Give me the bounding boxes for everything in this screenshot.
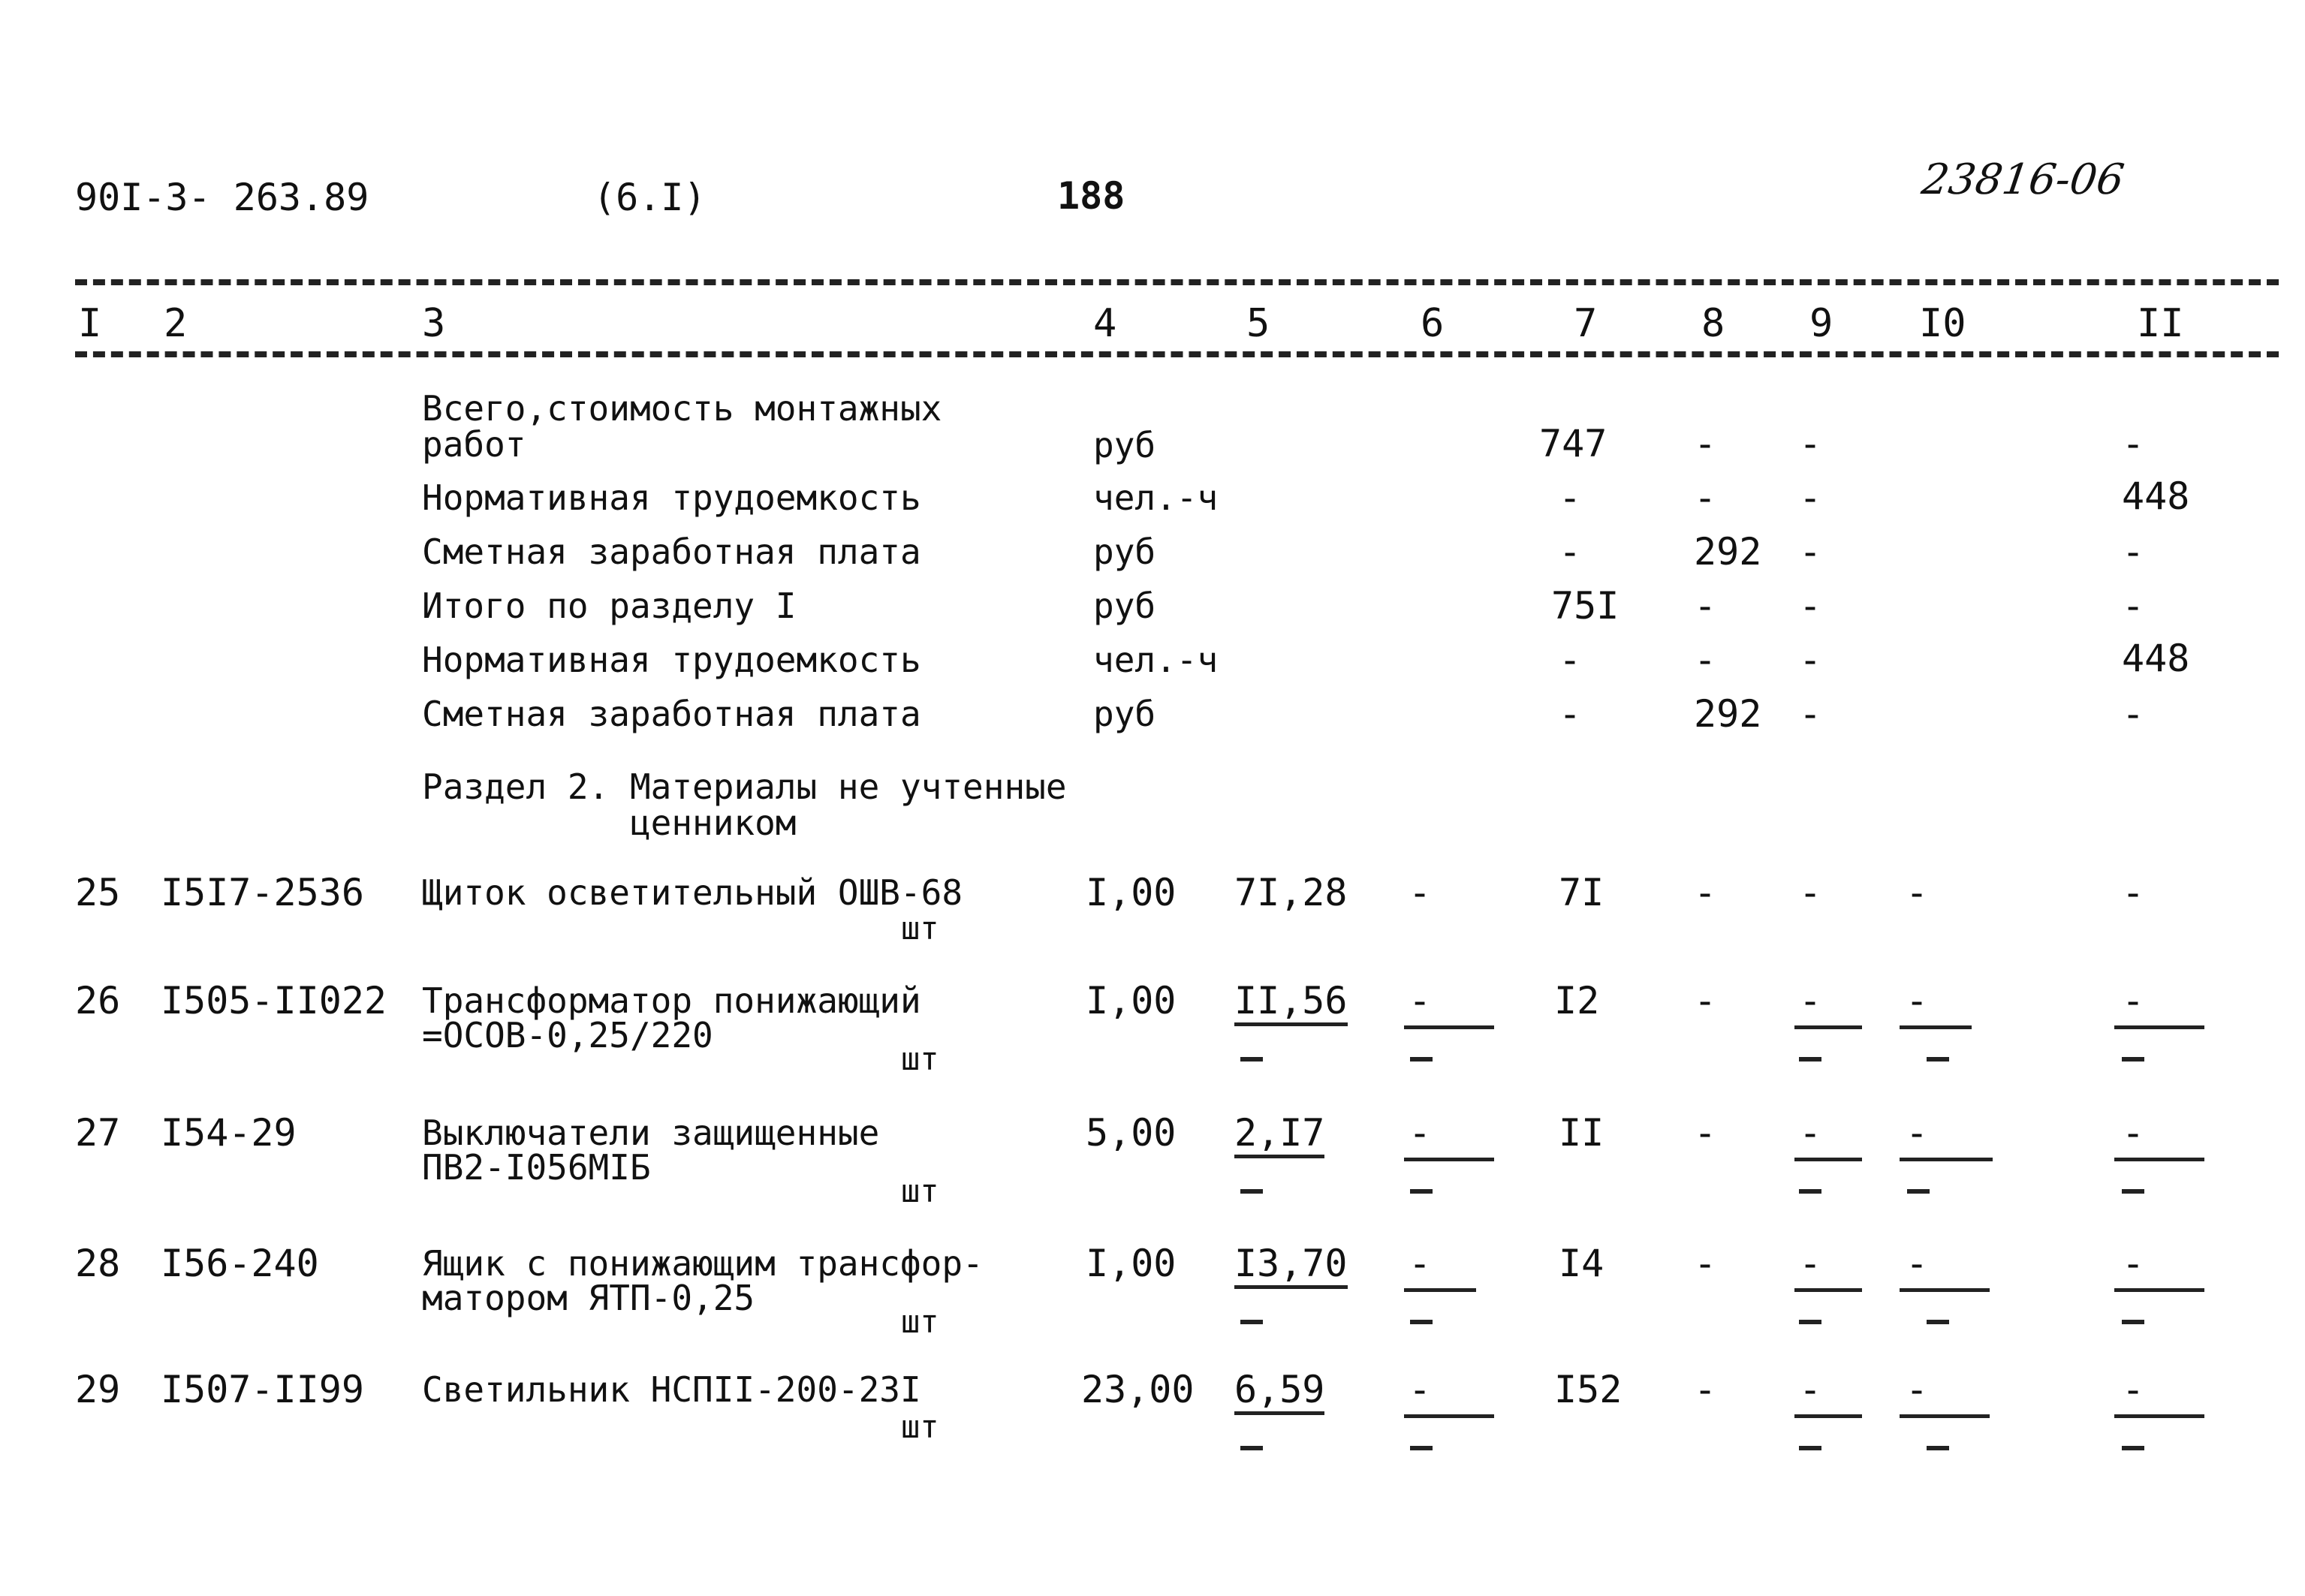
item-quantity: I,00 — [1086, 979, 1177, 1022]
item-col8: - — [1694, 1242, 1717, 1285]
col11-subdash — [2122, 1057, 2144, 1061]
item-unit: шт — [901, 1303, 939, 1340]
item-col8: - — [1694, 1111, 1717, 1155]
column-number: 4 — [1093, 301, 1117, 346]
column-number: 3 — [422, 301, 446, 346]
fraction-line — [1794, 1025, 1862, 1029]
summary-value: - — [1559, 530, 1582, 574]
price-subdash — [1240, 1320, 1263, 1324]
summary-unit: руб — [1093, 586, 1156, 626]
summary-value: - — [1799, 584, 1822, 628]
item-price: II,56 — [1234, 982, 1348, 1026]
col11-subdash — [2122, 1446, 2144, 1450]
col9-subdash — [1799, 1189, 1821, 1194]
col6-subdash — [1410, 1320, 1433, 1324]
summary-value: - — [1799, 530, 1822, 574]
summary-unit: руб — [1093, 425, 1156, 465]
item-code: I507-II99 — [161, 1368, 364, 1411]
item-col9: - — [1799, 979, 1822, 1022]
item-unit: шт — [901, 1408, 939, 1445]
price-subdash — [1240, 1057, 1263, 1061]
summary-value: 448 — [2122, 474, 2190, 518]
item-total: I2 — [1554, 979, 1600, 1022]
summary-value: - — [2122, 692, 2145, 736]
column-number: I — [78, 301, 102, 346]
item-number: 28 — [75, 1242, 121, 1285]
summary-unit: руб — [1093, 531, 1156, 572]
summary-value: 75I — [1551, 584, 1620, 628]
summary-value: - — [1694, 584, 1717, 628]
item-unit: шт — [901, 1040, 939, 1077]
item-number: 25 — [75, 871, 121, 914]
section-2-heading: Раздел 2. Материалы не учтенные ценником — [422, 766, 1067, 843]
item-price: 7I,28 — [1234, 871, 1348, 914]
document-code: 90I-3- 263.89 — [75, 176, 369, 219]
summary-value: 448 — [2122, 637, 2190, 680]
item-col9: - — [1799, 871, 1822, 914]
col6-subdash — [1410, 1057, 1433, 1061]
item-col8: - — [1694, 1368, 1717, 1411]
col10-subdash — [1907, 1189, 1930, 1194]
col11-subdash — [2122, 1189, 2144, 1194]
fraction-line — [1404, 1025, 1494, 1029]
item-col10: - — [1906, 1111, 1929, 1155]
item-quantity: 23,00 — [1081, 1368, 1195, 1411]
item-col11: - — [2122, 1242, 2145, 1285]
item-col6: - — [1409, 1368, 1432, 1411]
item-quantity: I,00 — [1086, 871, 1177, 914]
item-name: Трансформатор понижающий =ОСОВ-0,25/220 — [422, 980, 921, 1055]
fraction-line — [1794, 1158, 1862, 1161]
item-col8: - — [1694, 871, 1717, 914]
fraction-line — [1794, 1288, 1862, 1292]
column-number: 7 — [1574, 301, 1598, 346]
column-number: 9 — [1809, 301, 1833, 346]
item-total: I4 — [1559, 1242, 1604, 1285]
fraction-line — [1900, 1158, 1993, 1161]
header-dashed-rule — [75, 351, 2279, 357]
price-subdash — [1240, 1189, 1263, 1194]
summary-value: 747 — [1539, 422, 1607, 465]
item-col6: - — [1409, 1111, 1432, 1155]
summary-label: Всего,стоимость монтажных работ — [422, 388, 942, 465]
fraction-line — [1900, 1288, 1990, 1292]
summary-value: - — [1694, 638, 1717, 682]
summary-value: - — [1694, 476, 1717, 519]
col10-subdash — [1927, 1057, 1949, 1061]
item-col6: - — [1409, 871, 1432, 914]
fraction-line — [2114, 1158, 2204, 1161]
item-col9: - — [1799, 1242, 1822, 1285]
summary-value: - — [1559, 476, 1582, 519]
column-number: 8 — [1701, 301, 1725, 346]
fraction-line — [2114, 1288, 2204, 1292]
summary-value: - — [1799, 476, 1822, 519]
summary-value: - — [1799, 422, 1822, 465]
item-total: I52 — [1554, 1368, 1623, 1411]
fraction-line — [1404, 1288, 1476, 1292]
item-col11: - — [2122, 1368, 2145, 1411]
item-name: Щиток осветительный ОШВ-68 — [422, 872, 963, 913]
item-col11: - — [2122, 979, 2145, 1022]
summary-value: - — [2122, 422, 2145, 465]
item-col6: - — [1409, 979, 1432, 1022]
summary-value: - — [2122, 584, 2145, 628]
summary-value: - — [1799, 692, 1822, 736]
item-number: 27 — [75, 1111, 121, 1155]
fraction-line — [1404, 1158, 1494, 1161]
item-unit: шт — [901, 910, 939, 947]
col9-subdash — [1799, 1446, 1821, 1450]
item-name: Светильник НСПII-200-23I — [422, 1369, 921, 1410]
column-number: 6 — [1421, 301, 1445, 346]
col9-subdash — [1799, 1057, 1821, 1061]
page-number: 188 — [1057, 174, 1125, 218]
col10-subdash — [1927, 1446, 1949, 1450]
summary-value: 292 — [1694, 692, 1762, 736]
item-quantity: I,00 — [1086, 1242, 1177, 1285]
item-col8: - — [1694, 979, 1717, 1022]
fraction-line — [2114, 1414, 2204, 1418]
item-col10: - — [1906, 979, 1929, 1022]
item-code: I505-II022 — [161, 979, 387, 1022]
item-col10: - — [1906, 871, 1929, 914]
item-col9: - — [1799, 1111, 1822, 1155]
item-col10: - — [1906, 1242, 1929, 1285]
handwritten-sheet-number: 23816-06 — [1918, 155, 2127, 204]
item-code: I5I7-2536 — [161, 871, 364, 914]
item-col9: - — [1799, 1368, 1822, 1411]
summary-label: Нормативная трудоемкость — [422, 640, 921, 680]
fraction-line — [1404, 1414, 1494, 1418]
summary-label: Итого по разделу I — [422, 586, 797, 626]
column-number: 2 — [164, 301, 188, 346]
col11-subdash — [2122, 1320, 2144, 1324]
col9-subdash — [1799, 1320, 1821, 1324]
item-code: I54-29 — [161, 1111, 297, 1155]
summary-value: 292 — [1694, 530, 1762, 574]
item-price: 6,59 — [1234, 1371, 1324, 1415]
item-price: 2,I7 — [1234, 1114, 1324, 1158]
summary-label: Сметная заработная плата — [422, 694, 921, 734]
column-number: II — [2137, 301, 2184, 346]
summary-value: - — [1559, 638, 1582, 682]
summary-label: Сметная заработная плата — [422, 531, 921, 572]
summary-unit: чел.-ч — [1093, 640, 1219, 680]
summary-value: - — [1559, 692, 1582, 736]
item-total: 7I — [1559, 871, 1604, 914]
fraction-line — [1900, 1025, 1972, 1029]
summary-unit: чел.-ч — [1093, 477, 1219, 518]
item-name: Выключатели защищенные ПВ2-I056МIБ — [422, 1113, 880, 1188]
item-number: 29 — [75, 1368, 121, 1411]
col6-subdash — [1410, 1446, 1433, 1450]
item-col11: - — [2122, 871, 2145, 914]
column-number: I0 — [1919, 301, 1966, 346]
column-number: 5 — [1246, 301, 1270, 346]
item-col11: - — [2122, 1111, 2145, 1155]
price-subdash — [1240, 1446, 1263, 1450]
item-number: 26 — [75, 979, 121, 1022]
col6-subdash — [1410, 1189, 1433, 1194]
col10-subdash — [1927, 1320, 1949, 1324]
top-dashed-rule — [75, 279, 2279, 285]
summary-value: - — [1799, 638, 1822, 682]
fraction-line — [1900, 1414, 1990, 1418]
summary-unit: руб — [1093, 694, 1156, 734]
fraction-line — [2114, 1025, 2204, 1029]
summary-label: Нормативная трудоемкость — [422, 477, 921, 518]
item-code: I56-240 — [161, 1242, 319, 1285]
item-price: I3,70 — [1234, 1245, 1348, 1289]
section-reference: (6.I) — [593, 176, 707, 219]
item-name: Ящик с понижающим трансфор- матором ЯТП-0,25 — [422, 1243, 984, 1318]
item-total: II — [1559, 1111, 1604, 1155]
item-unit: шт — [901, 1173, 939, 1209]
item-col6: - — [1409, 1242, 1432, 1285]
summary-value: - — [2122, 530, 2145, 574]
item-col10: - — [1906, 1368, 1929, 1411]
fraction-line — [1794, 1414, 1862, 1418]
summary-value: - — [1694, 422, 1717, 465]
item-quantity: 5,00 — [1086, 1111, 1177, 1155]
